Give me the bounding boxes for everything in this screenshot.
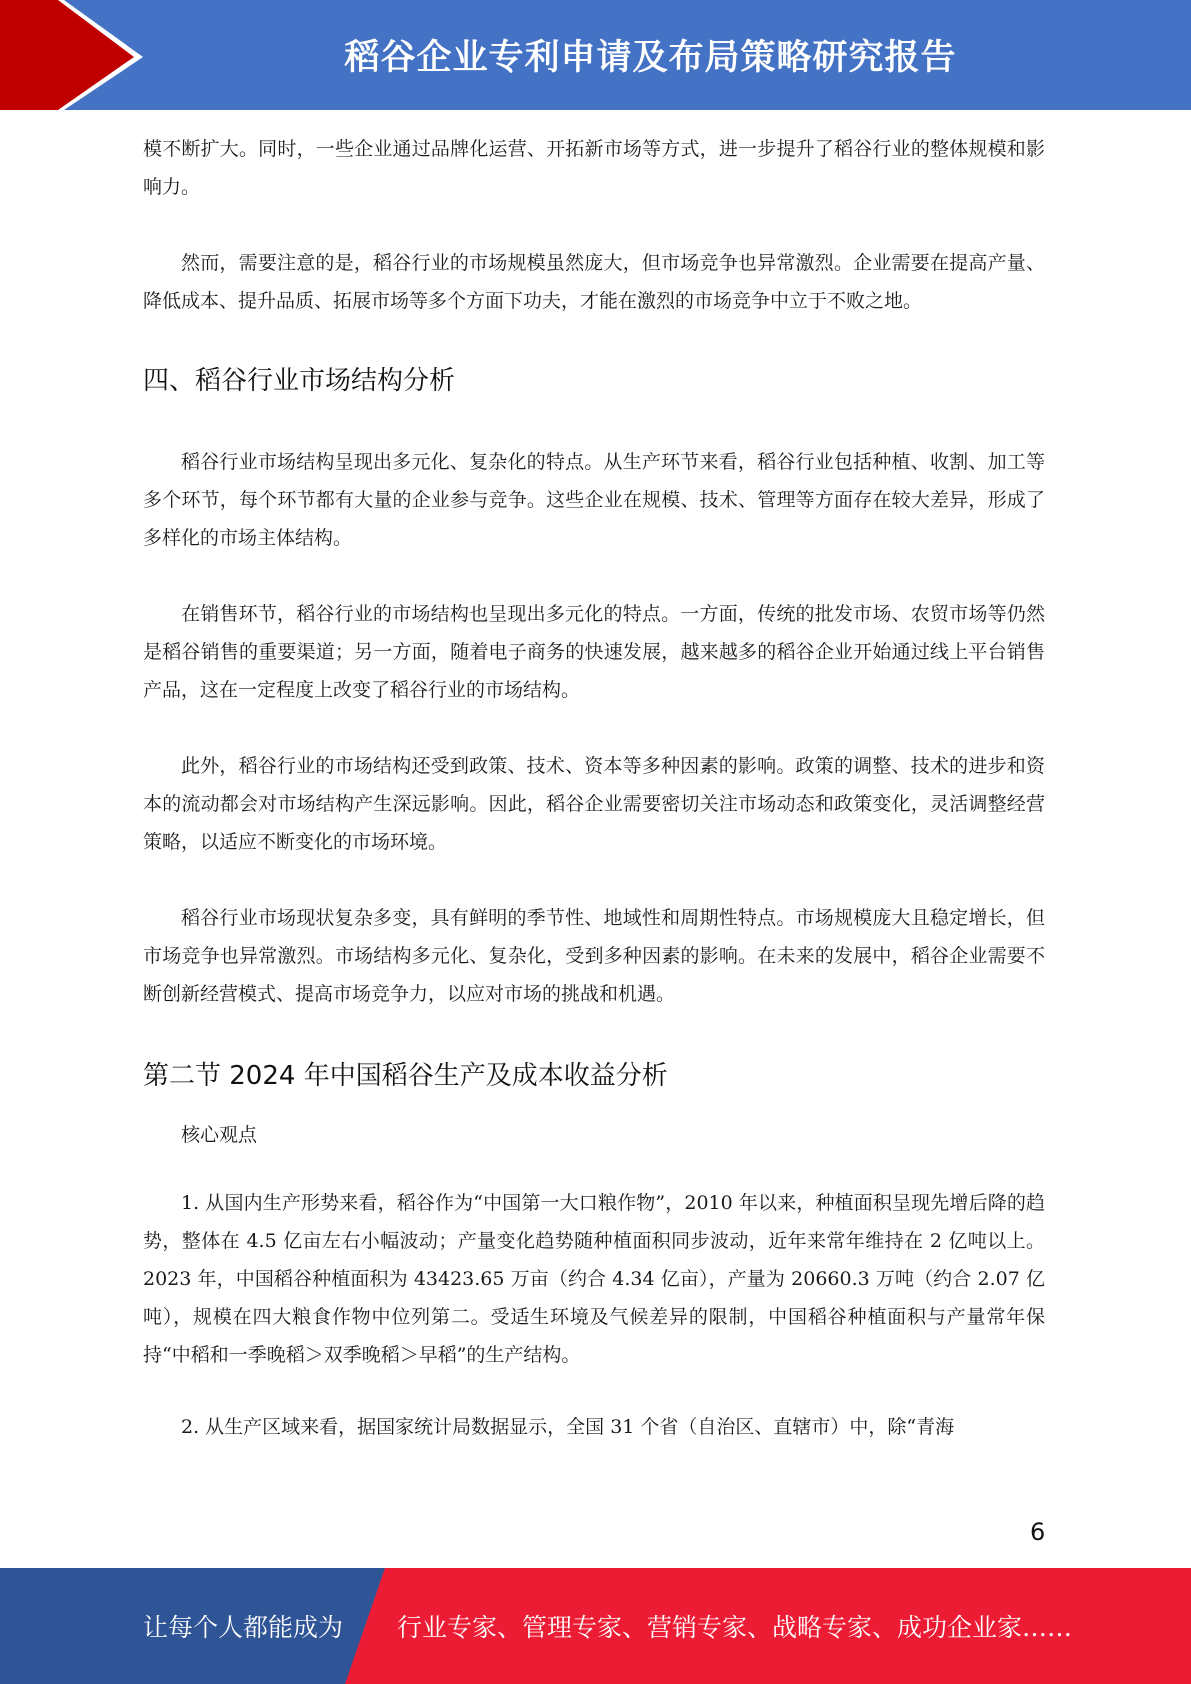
footer-slogan-left: 让每个人都能成为 [143,1613,344,1642]
page-number: 6 [1030,1518,1046,1546]
document-body [143,130,1045,1446]
list-item: 1. 从国内生产形势来看，稻谷作为“中国第一大口粮作物”，2010 年以来，种植面积呈现先增后降的趋势，整体在 4.5 亿亩左右小幅波动；产量变化趋势随种植面积同步波动，近年来常年维持在 2 亿吨以上。2023 年，中国稻谷种植面积为 43423.65 万亩（约合 4.34 亿亩），产量为 20660.3 万吨（约合 2.07 亿吨），规模在四大粮食作物中位列第二。受适生环境及气候差异的限制，中国稻谷种植面积与产量常年保持“中稻和一季晚稻＞双季晚稻＞早稻”的生产结构。 [143,1192,1045,1366]
footer-banner [0,1568,1191,1684]
list-item: 2. 从生产区域来看，据国家统计局数据显示，全国 31 个省（自治区、直辖市）中，除“青海 [181,1416,955,1438]
footer-slogan-right: 行业专家、管理专家、营销专家、战略专家、成功企业家…… [397,1613,1073,1642]
report-title: 稻谷企业专利申请及布局策略研究报告 [344,38,957,78]
paragraph: 稻谷行业市场结构呈现出多元化、复杂化的特点。从生产环节来看，稻谷行业包括种植、收割、加工等多个环节，每个环节都有大量的企业参与竞争。这些企业在规模、技术、管理等方面存在较大差异，形成了多样化的市场主体结构。 [143,451,1045,549]
paragraph: 此外，稻谷行业的市场结构还受到政策、技术、资本等多种因素的影响。政策的调整、技术的进步和资本的流动都会对市场结构产生深远影响。因此，稻谷企业需要密切关注市场动态和政策变化，灵活调整经营策略，以适应不断变化的市场环境。 [143,755,1045,853]
section-heading: 四、稻谷行业市场结构分析 [143,366,456,396]
section-heading: 第二节 2024 年中国稻谷生产及成本收益分析 [143,1061,668,1091]
paragraph: 稻谷行业市场现状复杂多变，具有鲜明的季节性、地域性和周期性特点。市场规模庞大且稳定增长，但市场竞争也异常激烈。市场结构多元化、复杂化，受到多种因素的影响。在未来的发展中，稻谷企业需要不断创新经营模式、提高市场竞争力，以应对市场的挑战和机遇。 [143,907,1045,1005]
report-header [0,0,1191,110]
paragraph: 然而，需要注意的是，稻谷行业的市场规模虽然庞大，但市场竞争也异常激烈。企业需要在提高产量、降低成本、提升品质、拓展市场等多个方面下功夫，才能在激烈的市场竞争中立于不败之地。 [143,252,1045,312]
paragraph: 在销售环节，稻谷行业的市场结构也呈现出多元化的特点。一方面，传统的批发市场、农贸市场等仍然是稻谷销售的重要渠道；另一方面，随着电子商务的快速发展，越来越多的稻谷企业开始通过线上平台销售产品，这在一定程度上改变了稻谷行业的市场结构。 [143,603,1045,701]
core-viewpoint-label: 核心观点 [181,1124,258,1146]
paragraph: 模不断扩大。同时，一些企业通过品牌化运营、开拓新市场等方式，进一步提升了稻谷行业的整体规模和影响力。 [143,138,1045,198]
